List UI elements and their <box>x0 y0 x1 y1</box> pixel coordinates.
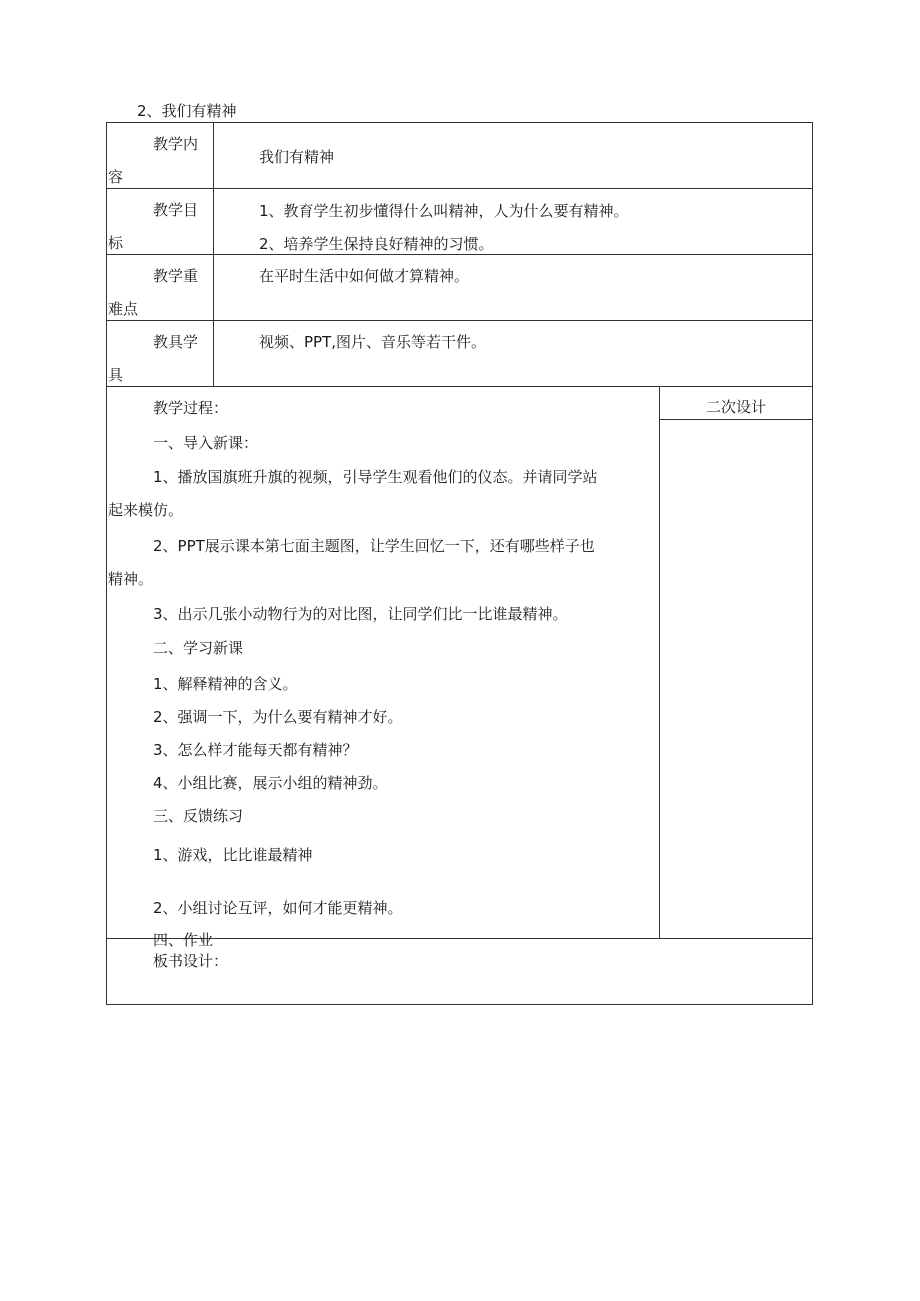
process-item: 起来模仿。 <box>108 501 184 519</box>
process-item: 3、出示几张小动物行为的对比图，让同学们比一比谁最精神。 <box>153 605 568 623</box>
process-overflow-clip <box>107 920 658 949</box>
row-value-objectives: 2、培养学生保持良好精神的习惯。 <box>259 235 494 253</box>
process-item: 2、强调一下，为什么要有精神才好。 <box>153 708 403 726</box>
process-item: 精神。 <box>108 570 154 588</box>
process-item: 3、怎么样才能每天都有精神？ <box>153 741 358 759</box>
process-item: 1、播放国旗班升旗的视频，引导学生观看他们的仪态。并请同学站 <box>153 468 598 486</box>
row-value-materials: 视频、PPT,图片、音乐等若干件。 <box>259 333 487 351</box>
row-label-key-points: 难点 <box>108 300 139 318</box>
second-design-header: 二次设计 <box>705 398 766 416</box>
row-label-objectives: 教学目 <box>153 201 199 219</box>
row-label-content: 教学内 <box>153 135 199 153</box>
row-value-content: 我们有精神 <box>259 148 335 166</box>
process-item: 1、解释精神的含义。 <box>153 675 298 693</box>
row-label-materials: 具 <box>108 366 124 384</box>
row-value-objectives: 1、教育学生初步懂得什么叫精神，人为什么要有精神。 <box>259 202 629 220</box>
row-label-key-points: 教学重 <box>153 267 199 285</box>
process-item: 4、小组比赛，展示小组的精神劲。 <box>153 774 388 792</box>
process-section: 一、导入新课： <box>153 434 259 452</box>
process-section: 二、学习新课 <box>153 639 244 657</box>
process-item: 1、游戏，比比谁最精神 <box>153 846 313 864</box>
side-header-divider <box>659 419 813 420</box>
process-section: 三、反馈练习 <box>153 807 244 825</box>
row-label-materials: 教具学 <box>153 333 199 351</box>
board-design-label: 板书设计： <box>153 952 229 970</box>
label-column-divider <box>213 122 214 387</box>
row-label-content: 容 <box>108 168 124 186</box>
process-section: 四、作业 <box>153 931 214 949</box>
process-heading: 教学过程： <box>153 399 229 417</box>
lesson-title: 2、我们有精神 <box>137 102 237 120</box>
process-item: 2、PPT展示课本第七面主题图，让学生回忆一下，还有哪些样子也 <box>153 537 595 555</box>
process-item: 2、小组讨论互评，如何才能更精神。 <box>153 899 403 917</box>
row-value-key-points: 在平时生活中如何做才算精神。 <box>259 267 470 285</box>
row-label-objectives: 标 <box>108 234 124 252</box>
side-column-divider <box>659 386 660 939</box>
